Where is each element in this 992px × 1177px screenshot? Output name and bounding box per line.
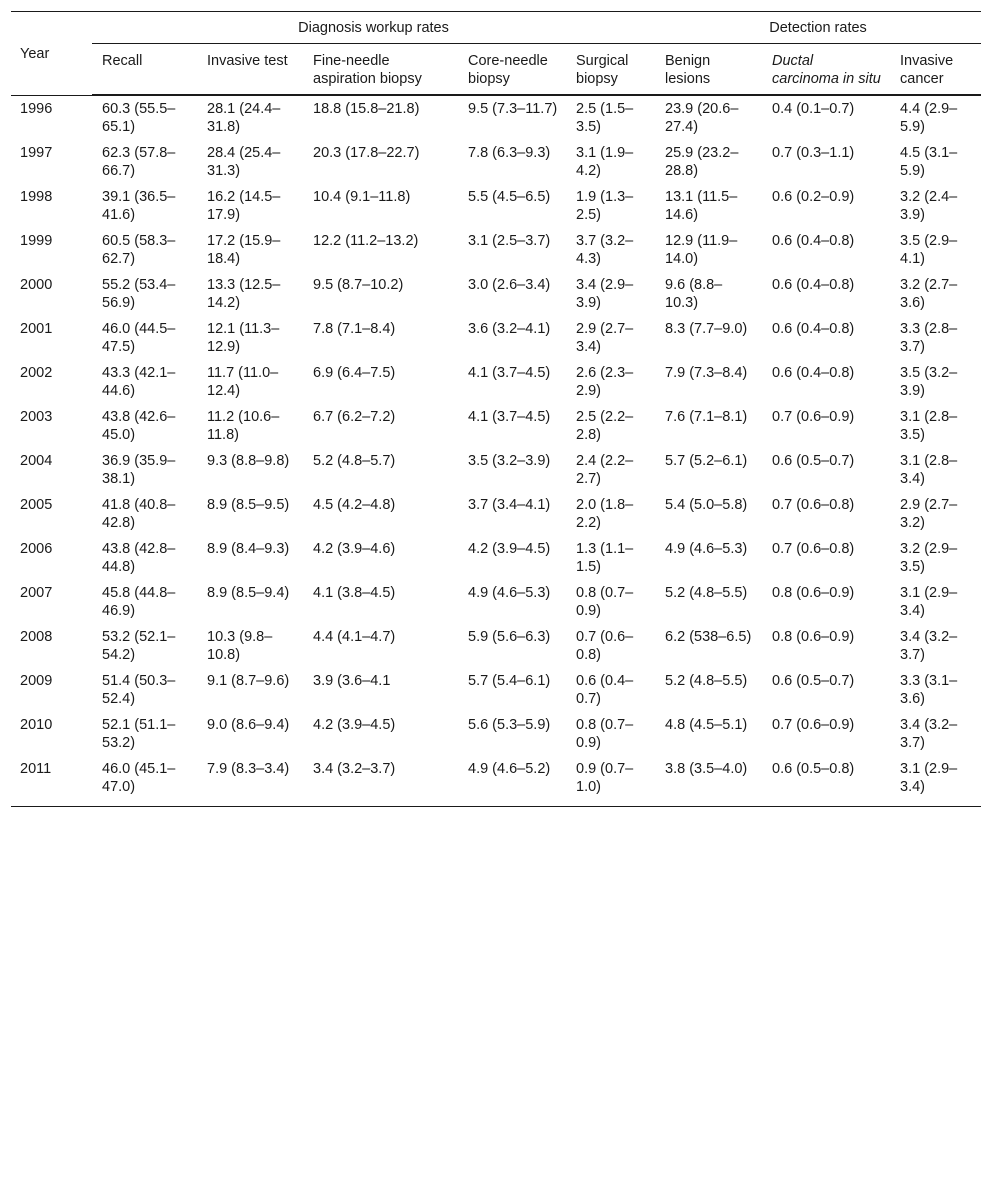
table-row (11, 712, 981, 756)
column-header-surgical-biopsy: Surgical biopsy (566, 44, 655, 96)
value-cell: 12.2 (11.2–13.2) (313, 233, 419, 249)
value-cell: 4.9 (4.6–5.3) (665, 541, 748, 557)
value-cell: 7.8 (6.3–9.3) (468, 145, 551, 161)
value-cell: 4.1 (3.8–4.5) (313, 585, 396, 601)
value-cell: 3.3 (2.8–3.7) (900, 321, 958, 355)
group-header-detection: Detection rates (655, 12, 981, 44)
value-cell: 3.1 (2.9–3.4) (900, 585, 958, 619)
value-cell: 28.4 (25.4–31.3) (207, 145, 281, 179)
value-cell: 3.4 (3.2–3.7) (900, 629, 958, 663)
column-header-invasive-test: Invasive test (197, 44, 303, 96)
value-cell: 11.7 (11.0–12.4) (207, 365, 279, 399)
value-cell: 1.3 (1.1–1.5) (576, 541, 634, 575)
column-header-invasive-cancer: Invasive cancer (890, 44, 981, 96)
value-cell: 16.2 (14.5–17.9) (207, 189, 281, 223)
table-row (11, 360, 981, 404)
value-cell: 1.9 (1.3–2.5) (576, 189, 634, 223)
table-row (11, 184, 981, 228)
value-cell: 9.5 (8.7–10.2) (313, 277, 404, 293)
value-cell: 8.9 (8.4–9.3) (207, 541, 290, 557)
header-group-row (11, 12, 981, 44)
value-cell: 52.1 (51.1–53.2) (102, 717, 176, 751)
value-cell: 3.7 (3.2–4.3) (576, 233, 634, 267)
table-row (11, 668, 981, 712)
value-cell: 11.2 (10.6–11.8) (207, 409, 280, 443)
value-cell: 0.6 (0.4–0.8) (772, 365, 855, 381)
value-cell: 9.5 (7.3–11.7) (468, 101, 558, 117)
value-cell: 0.8 (0.7–0.9) (576, 585, 634, 619)
value-cell: 0.4 (0.1–0.7) (772, 101, 855, 117)
value-cell: 8.9 (8.5–9.5) (207, 497, 290, 513)
value-cell: 0.7 (0.6–0.8) (576, 629, 634, 663)
value-cell: 9.1 (8.7–9.6) (207, 673, 290, 689)
value-cell: 36.9 (35.9–38.1) (102, 453, 176, 487)
value-cell: 3.3 (3.1–3.6) (900, 673, 958, 707)
value-cell: 3.9 (3.6–4.1 (313, 673, 391, 689)
value-cell: 3.5 (2.9–4.1) (900, 233, 958, 267)
value-cell: 4.5 (3.1–5.9) (900, 145, 958, 179)
value-cell: 3.1 (1.9–4.2) (576, 145, 634, 179)
value-cell: 7.9 (7.3–8.4) (665, 365, 748, 381)
value-cell: 51.4 (50.3–52.4) (102, 673, 176, 707)
value-cell: 4.5 (4.2–4.8) (313, 497, 396, 513)
table-row (11, 228, 981, 272)
value-cell: 4.8 (4.5–5.1) (665, 717, 748, 733)
value-cell: 45.8 (44.8–46.9) (102, 585, 176, 619)
value-cell: 46.0 (44.5–47.5) (102, 321, 176, 355)
value-cell: 5.9 (5.6–6.3) (468, 629, 551, 645)
value-cell: 3.1 (2.8–3.5) (900, 409, 958, 443)
value-cell: 6.7 (6.2–7.2) (313, 409, 396, 425)
table-row (11, 316, 981, 360)
header-column-row (11, 44, 981, 96)
table-body (11, 95, 981, 807)
value-cell: 3.7 (3.4–4.1) (468, 497, 551, 513)
column-header-fine-needle: Fine-needle aspiration biopsy (303, 44, 458, 96)
value-cell: 4.9 (4.6–5.2) (458, 756, 566, 807)
table-row (11, 756, 981, 807)
value-cell: 0.7 (0.3–1.1) (772, 145, 855, 161)
year-cell: 2009 (20, 673, 53, 689)
value-cell: 0.6 (0.5–0.8) (762, 756, 890, 807)
value-cell: 7.8 (7.1–8.4) (313, 321, 396, 337)
value-cell: 5.7 (5.2–6.1) (665, 453, 748, 469)
table-row (11, 624, 981, 668)
value-cell: 46.0 (45.1–47.0) (92, 756, 197, 807)
value-cell: 18.8 (15.8–21.8) (313, 101, 420, 117)
group-header-workup: Diagnosis workup rates (92, 12, 655, 44)
value-cell: 2.6 (2.3–2.9) (576, 365, 634, 399)
year-cell: 2003 (20, 409, 53, 425)
value-cell: 4.4 (4.1–4.7) (313, 629, 396, 645)
column-header-benign-lesions: Benign lesions (655, 44, 762, 96)
value-cell: 4.1 (3.7–4.5) (468, 365, 551, 381)
value-cell: 20.3 (17.8–22.7) (313, 145, 420, 161)
value-cell: 0.8 (0.6–0.9) (772, 585, 855, 601)
value-cell: 5.4 (5.0–5.8) (665, 497, 748, 513)
value-cell: 0.7 (0.6–0.8) (772, 541, 855, 557)
value-cell: 0.6 (0.5–0.7) (772, 453, 855, 469)
value-cell: 3.4 (2.9–3.9) (576, 277, 634, 311)
table-row (11, 404, 981, 448)
value-cell: 5.6 (5.3–5.9) (468, 717, 551, 733)
table-row (11, 448, 981, 492)
value-cell: 25.9 (23.2–28.8) (665, 145, 739, 179)
value-cell: 4.9 (4.6–5.3) (468, 585, 551, 601)
table-row (11, 492, 981, 536)
value-cell: 3.2 (2.9–3.5) (900, 541, 958, 575)
value-cell: 5.2 (4.8–5.5) (665, 585, 748, 601)
value-cell: 3.8 (3.5–4.0) (655, 756, 762, 807)
value-cell: 2.5 (2.2–2.8) (576, 409, 634, 443)
year-cell: 2011 (11, 756, 92, 807)
value-cell: 43.8 (42.6–45.0) (102, 409, 176, 443)
value-cell: 39.1 (36.5–41.6) (102, 189, 176, 223)
value-cell: 4.4 (2.9–5.9) (900, 101, 958, 135)
value-cell: 3.2 (2.7–3.6) (900, 277, 958, 311)
value-cell: 8.9 (8.5–9.4) (207, 585, 290, 601)
year-cell: 2006 (20, 541, 53, 557)
value-cell: 2.0 (1.8–2.2) (576, 497, 634, 531)
year-cell: 1999 (20, 233, 53, 249)
value-cell: 3.0 (2.6–3.4) (468, 277, 551, 293)
year-cell: 2000 (20, 277, 53, 293)
value-cell: 4.1 (3.7–4.5) (468, 409, 551, 425)
value-cell: 41.8 (40.8–42.8) (102, 497, 176, 531)
year-cell: 2002 (20, 365, 53, 381)
value-cell: 3.1 (2.8–3.4) (900, 453, 958, 487)
value-cell: 5.5 (4.5–6.5) (468, 189, 551, 205)
value-cell: 9.3 (8.8–9.8) (207, 453, 290, 469)
table-container (11, 11, 981, 807)
value-cell: 3.4 (3.2–3.7) (303, 756, 458, 807)
value-cell: 2.9 (2.7–3.4) (576, 321, 634, 355)
value-cell: 0.7 (0.6–0.9) (772, 409, 855, 425)
value-cell: 5.7 (5.4–6.1) (468, 673, 551, 689)
value-cell: 0.8 (0.7–0.9) (576, 717, 634, 751)
value-cell: 2.5 (1.5–3.5) (576, 101, 634, 135)
table-row (11, 536, 981, 580)
value-cell: 17.2 (15.9–18.4) (207, 233, 281, 267)
year-cell: 2005 (20, 497, 53, 513)
value-cell: 3.5 (3.2–3.9) (900, 365, 958, 399)
column-header-dcis: Ductal carcinoma in situ (762, 44, 890, 96)
value-cell: 28.1 (24.4–31.8) (207, 101, 281, 135)
value-cell: 0.6 (0.2–0.9) (772, 189, 855, 205)
value-cell: 0.9 (0.7–1.0) (566, 756, 655, 807)
year-cell: 1998 (20, 189, 53, 205)
value-cell: 9.6 (8.8–10.3) (665, 277, 723, 311)
year-cell: 2004 (20, 453, 53, 469)
value-cell: 0.8 (0.6–0.9) (772, 629, 855, 645)
value-cell: 13.3 (12.5–14.2) (207, 277, 281, 311)
value-cell: 3.6 (3.2–4.1) (468, 321, 551, 337)
value-cell: 7.9 (8.3–3.4) (197, 756, 303, 807)
year-cell: 1997 (20, 145, 53, 161)
value-cell: 4.2 (3.9–4.5) (313, 717, 396, 733)
table-row (11, 272, 981, 316)
table-row (11, 140, 981, 184)
value-cell: 6.9 (6.4–7.5) (313, 365, 396, 381)
value-cell: 0.6 (0.5–0.7) (772, 673, 855, 689)
value-cell: 2.4 (2.2–2.7) (576, 453, 634, 487)
value-cell: 3.5 (3.2–3.9) (468, 453, 551, 469)
value-cell: 9.0 (8.6–9.4) (207, 717, 290, 733)
table-row (11, 95, 981, 140)
value-cell: 4.2 (3.9–4.6) (313, 541, 396, 557)
value-cell: 0.7 (0.6–0.9) (772, 717, 855, 733)
table-row (11, 580, 981, 624)
year-cell: 2010 (20, 717, 53, 733)
value-cell: 0.6 (0.4–0.8) (772, 233, 855, 249)
value-cell: 53.2 (52.1–54.2) (102, 629, 176, 663)
value-cell: 0.6 (0.4–0.7) (576, 673, 634, 707)
value-cell: 5.2 (4.8–5.5) (665, 673, 748, 689)
value-cell: 23.9 (20.6–27.4) (665, 101, 739, 135)
rates-table (11, 11, 981, 807)
column-header-core-needle: Core-needle biopsy (458, 44, 566, 96)
value-cell: 6.2 (538–6.5) (665, 629, 752, 645)
year-cell: 2007 (20, 585, 53, 601)
value-cell: 0.6 (0.4–0.8) (772, 321, 855, 337)
value-cell: 4.2 (3.9–4.5) (468, 541, 551, 557)
value-cell: 7.6 (7.1–8.1) (665, 409, 748, 425)
value-cell: 3.4 (3.2–3.7) (900, 717, 958, 751)
value-cell: 55.2 (53.4–56.9) (102, 277, 176, 311)
value-cell: 0.7 (0.6–0.8) (772, 497, 855, 513)
value-cell: 12.1 (11.3–12.9) (207, 321, 280, 355)
value-cell: 10.3 (9.8–10.8) (207, 629, 273, 663)
column-header-recall: Recall (92, 44, 197, 96)
value-cell: 5.2 (4.8–5.7) (313, 453, 396, 469)
value-cell: 13.1 (11.5–14.6) (665, 189, 738, 223)
value-cell: 60.5 (58.3–62.7) (102, 233, 176, 267)
value-cell: 43.8 (42.8–44.8) (102, 541, 176, 575)
value-cell: 0.6 (0.4–0.8) (772, 277, 855, 293)
value-cell: 8.3 (7.7–9.0) (665, 321, 748, 337)
year-cell: 2001 (20, 321, 53, 337)
value-cell: 62.3 (57.8–66.7) (102, 145, 176, 179)
value-cell: 43.3 (42.1–44.6) (102, 365, 176, 399)
year-cell: 1996 (20, 100, 53, 117)
value-cell: 2.9 (2.7–3.2) (900, 497, 958, 531)
year-header: Year (11, 12, 92, 96)
value-cell: 12.9 (11.9–14.0) (665, 233, 738, 267)
year-cell: 2008 (20, 629, 53, 645)
value-cell: 3.2 (2.4–3.9) (900, 189, 958, 223)
value-cell: 3.1 (2.5–3.7) (468, 233, 551, 249)
value-cell: 3.1 (2.9–3.4) (890, 756, 981, 807)
value-cell: 60.3 (55.5–65.1) (102, 101, 176, 135)
value-cell: 10.4 (9.1–11.8) (313, 189, 411, 205)
